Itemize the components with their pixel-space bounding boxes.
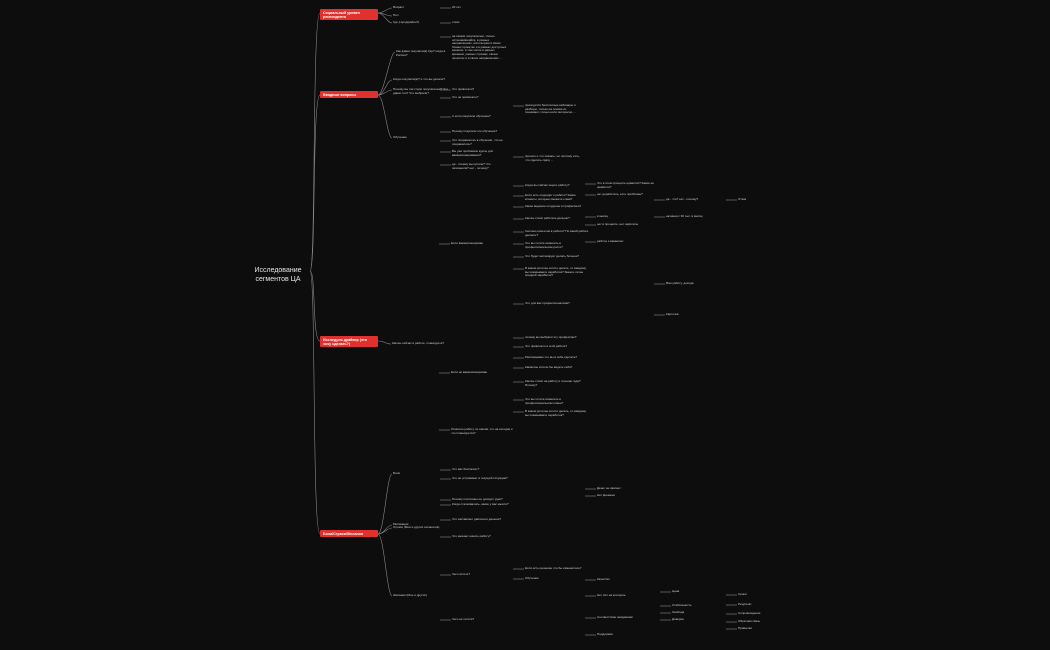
b4-node[interactable]: Что не устраивает в текущей ситуации? (452, 476, 508, 480)
b3-node[interactable]: Всю работу, дохода. (666, 281, 695, 285)
connector-line (378, 534, 392, 596)
b2-node[interactable]: А если покупали обучение? (452, 114, 491, 118)
b4-node[interactable]: Боли (393, 471, 400, 475)
b4-node[interactable]: Мотивация (393, 522, 409, 526)
b2-node[interactable]: Что понравилось в обучении, что не понравилось? (452, 138, 503, 146)
b4-node[interactable]: Стабильность (672, 603, 692, 607)
b3-node[interactable]: Если не вакансионирован (451, 370, 488, 374)
b4-node[interactable]: Качество (597, 577, 610, 581)
b4-node[interactable]: Денег не хватает (597, 486, 621, 490)
b2-node[interactable]: Обучение (393, 135, 407, 139)
b1-node[interactable]: отказ (452, 20, 460, 24)
b3-node[interactable]: Карточка (666, 312, 679, 316)
b4-node[interactable]: Отказ (738, 197, 747, 201)
b3-node[interactable]: Каким вы хотели бы видеть себя? (525, 365, 573, 369)
b4-node[interactable]: Чего не хотите? (452, 617, 475, 621)
b3-node[interactable]: нет доработать, есть проблемы? (597, 192, 643, 196)
b4-node[interactable]: Доверие (672, 617, 684, 621)
b2-node[interactable]: прошло и что сказать, но поэтому есть, что сделать сразу ... (525, 154, 580, 162)
connector-line (378, 8, 392, 13)
b1-node[interactable]: Где (город/район?) (393, 20, 420, 24)
b2-node[interactable]: Как давно покупали(а) Где? когда в России? (396, 49, 446, 57)
b2-node[interactable]: да - почему вы купили? Что запомнили? нет - почему? (452, 162, 491, 170)
b3-node[interactable]: Если вакансионирован (451, 241, 484, 245)
b3-node[interactable]: Что будет мотивирует делать больше? (525, 254, 580, 258)
b3-node[interactable]: Что вы хотите изменить в профессиональном плане? (525, 397, 564, 405)
b3-node[interactable]: Что привлекло в этой работе? (525, 344, 568, 348)
root-topic[interactable]: Исследование сегментов ЦА (254, 267, 302, 283)
b3-node[interactable]: Что в этом процессе нравится? Какие не нравится? (597, 181, 654, 189)
b2-node[interactable]: на самом покупателем, только остановившийся, в разных направлениях, используем в своих бизнес проектах и в рамках доступных каналах, в том числе в разных времени, разных странах, своем проектах и в своих направлениях ... (452, 34, 507, 60)
b4-node[interactable]: Что мешает начать работу? (452, 534, 491, 538)
b3-node[interactable]: начиная с 30 тыс. в месяц (666, 214, 703, 218)
connector-line (378, 95, 392, 138)
b3-node[interactable]: Опишите работу по шагам, что на сегодня и что планируется? (451, 427, 513, 435)
b4-node[interactable]: Обучение (525, 576, 539, 580)
b3-node[interactable]: Когда вы сейчас ищете работу? (525, 183, 570, 187)
b4-node[interactable]: Желания (Мое и других) (393, 593, 427, 597)
b3-node[interactable]: в месяц (597, 214, 609, 218)
b3-node[interactable]: Как вы сейчас в работе, планируете? (392, 341, 445, 345)
b4-node[interactable]: Сроки (738, 592, 747, 596)
b1-node[interactable]: 20 лет (452, 5, 461, 9)
b3-node[interactable]: Если есть подходит к работе? Какие клиенты, которые сможете к вам? (525, 193, 576, 201)
connector-line (310, 95, 320, 271)
b3-node[interactable]: нет в процессе, нет зарплаты (597, 222, 639, 226)
b4-node[interactable]: Цена (672, 589, 680, 593)
b3-node[interactable]: Что для вас профессионализм? (525, 301, 570, 305)
b3-node[interactable]: Как вы стали работать дальше? (525, 216, 570, 220)
b3-node[interactable]: В каком роли вы хотите делать, то каждому вы показываете заработок? Знаете ли вы средний заработок? (525, 266, 587, 278)
b2-node[interactable]: приходится бесплатные вебинары и разборы, только на основе их понимают, только если интересно ... (525, 103, 576, 115)
connector-line (378, 341, 391, 344)
b4-node[interactable]: Что заставляет двигаться дальше? (452, 517, 502, 521)
b4-node[interactable]: Обратная связь (738, 619, 761, 623)
b1-node[interactable]: Пол (393, 13, 399, 17)
b4-node[interactable]: Нет сил на контроль (597, 593, 626, 597)
b4-node[interactable]: Поддержка (597, 632, 613, 636)
b4-node[interactable]: Чего хотите? (452, 572, 470, 576)
b4-node[interactable]: Соответствие ожиданиям (597, 615, 633, 619)
b4-node[interactable]: Если есть решение что бы изменилось? (525, 566, 582, 570)
b2-node[interactable]: Почему вы так стали покупателем? Что давно это? Что выбрали? (393, 87, 449, 95)
b2-node[interactable]: Что привлекло? (452, 87, 475, 91)
b3-node[interactable]: Сколько клиентов в работе? По какой работе делаете? (525, 229, 589, 237)
connector-line (378, 525, 392, 534)
b4-node[interactable]: Свобода (672, 610, 685, 614)
b3-node[interactable]: Что вы хотите изменить в профессиональном росте? (525, 241, 563, 249)
b4-node[interactable]: Что вас беспокоит? (452, 467, 480, 471)
connector-line (378, 474, 392, 534)
connector-line (310, 271, 320, 534)
b4-node[interactable]: Когда сталкивались, какие у вас мысли? (452, 502, 509, 506)
b3-node[interactable]: В каком роли вы хотите делать, то каждому вы показываете заработок? (525, 409, 587, 417)
b2-node[interactable]: Когда покупали(а)? и что вы делали? (393, 77, 445, 81)
b4-node[interactable]: Почему постоянно не доходят руки? (452, 497, 503, 501)
b4-node[interactable]: Страхи (Мои и других сегментов) (393, 525, 440, 529)
branch-social[interactable]: Социальный уровен респондента (320, 9, 378, 20)
b4-node[interactable]: Сопровождение (738, 611, 761, 615)
b3-node[interactable]: Как вы стали на работу в течение года? Почему? (525, 379, 581, 387)
b4-node[interactable]: Привычки (738, 626, 752, 630)
branch-pains[interactable]: Боли/Страхи/Желания (320, 530, 378, 537)
b3-node[interactable]: да - что? нет - почему? (666, 197, 699, 201)
branch-driver[interactable]: Исследуем драйвер (что хочу сделать?) (320, 336, 378, 347)
b2-node[interactable]: Что не привлекло? (452, 95, 479, 99)
b3-node[interactable]: Какое видение откуда вы в профессию? (525, 204, 582, 208)
b3-node[interactable]: Рассказываю что вы в себе сделать? (525, 355, 577, 359)
b2-node[interactable]: Вы уже пробовали курсы для вакансионирования? (452, 149, 493, 157)
b1-node[interactable]: Возраст (393, 5, 405, 9)
b3-node[interactable]: почему вы выбрали эту профессию? (525, 335, 577, 339)
branch-intro[interactable]: Вводные вопросы (320, 91, 378, 98)
b2-node[interactable]: Почему покупали это обучение? (452, 129, 498, 133)
b4-node[interactable]: Нет времени (597, 493, 615, 497)
b4-node[interactable]: Результат (738, 602, 752, 606)
b3-node[interactable]: работы к вакансии: (597, 239, 624, 243)
